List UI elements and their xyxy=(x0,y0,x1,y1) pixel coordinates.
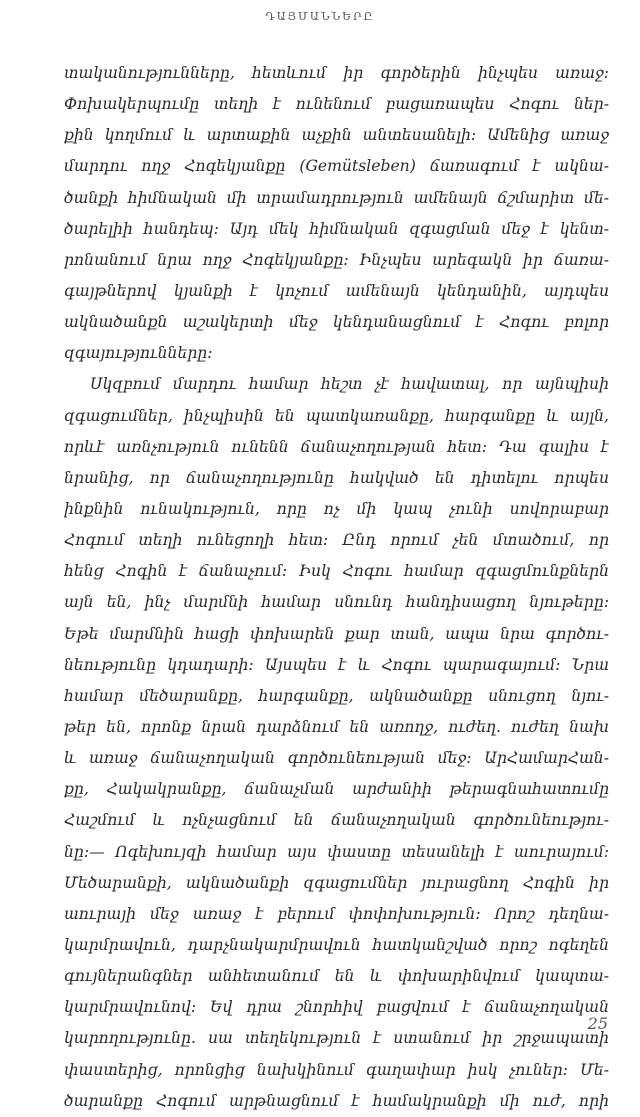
page-number: 25 xyxy=(587,1014,608,1033)
text-line: ինքնին ունակություն, որը ոչ մի կապ չունի սովորաբար xyxy=(64,499,609,518)
text-line: նը:— Ոգեխույզի համար այս փաստը տեսանելի է աուրայում: xyxy=(64,842,609,861)
text-line: ծարանքը Հոգում արթնացնում է համակրանքի մի ուժ, որի xyxy=(64,1091,609,1110)
text-line: քը, Հակակրանքը, ճանաչման արժանիի թերագնահատումը xyxy=(64,780,609,799)
text-line: համար մեծարանքը, հարգանքը, ակնածանքը սնուցող նյու- xyxy=(64,686,609,705)
text-line: հենց Հոգին է ճանաչում: Իսկ Հոգու համար զգացմունքներն xyxy=(64,562,609,581)
text-line: կարողությունը. սա տեղեկություն է ստանում իր շրջապատի xyxy=(64,1029,609,1048)
text-line: տականությունները, հետևում իր գործերին ինչպես առաջ: xyxy=(64,64,609,82)
text-line: մարդու ողջ Հոգեկյանքը (Gemütsleben) ճառագում է ակնա- xyxy=(64,157,609,176)
text-line: աուրայի մեջ առաջ է բերում փոփոխություն: Որոշ դեղնա- xyxy=(64,904,609,923)
text-line: փաստերից, որոնցից նախկինում գաղափար իսկ չուներ: Մե- xyxy=(64,1060,609,1079)
text-line: նեությունը կդադարի: Այսպես է և Հոգու պարագայում: Նրա xyxy=(64,655,609,674)
text-line: կարմրավուն, դարչնակարմրավուն հատկանշված որոշ ոգեղեն xyxy=(64,935,609,954)
text-line: գույներանգներ անհետանում են և փոխարինվում կապտա- xyxy=(64,967,609,986)
text-line: քին կողմում և արտաքին աչքին անտեսանելի: Ամենից առաջ xyxy=(64,126,609,145)
text-line: և առաջ ճանաչողական գործունեության մեջ: ԱրՀամարՀան- xyxy=(64,749,609,768)
text-line: Փոխակերպումը տեղի է ունենում բացառապես Հոգու ներ- xyxy=(64,95,609,114)
text-line: զգայությունները: xyxy=(64,344,213,363)
text-line: զգացումներ, ինչպիսին են պատկառանքը, հարգանքը և այլն, xyxy=(64,406,609,425)
text-line: Մեծարանքի, ակնածանքի զգացումներ յուրացնող Հոգին իր xyxy=(64,873,609,892)
text-line: րոնանում նրա ողջ Հոգեկյանքը: Ինչպես արեգակն իր ճառա- xyxy=(64,250,609,269)
text-line: Հոգում տեղի ունեցողի հետ: Ընդ որում չեն մտածում, որ xyxy=(64,531,609,550)
running-head-title: ԴԱՅՄԱՆՆԵՐԸ xyxy=(265,10,375,23)
text-line: ակնածանքն աշակերտի մեջ կենդանացնում է Հոգու բոլոր xyxy=(64,313,609,332)
body-text xyxy=(64,58,609,1117)
text-line: Եթե մարմնին հացի փոխարեն քար տան, ապա նրա գործու- xyxy=(64,624,609,643)
text-line: որևէ առնչություն ունենն ճանաչողության հետ: Դա գալիս է xyxy=(64,437,609,456)
text-line: ծարելիի հանդեպ: Այդ մեկ հիմնական զգացման մեջ է կենտ- xyxy=(64,219,609,238)
text-line: գայթներով կյանքի է կոչում ամենայն կենդանին, այդպես xyxy=(64,281,609,300)
text-line: թեր են, որոնք նրան դարձնում են առողջ, ուժեղ. ուժեղ նախ xyxy=(64,717,609,736)
text-line: ծանքի հիմնական մի տրամադրություն ամենայն ճշմարիտ մե- xyxy=(64,188,609,207)
text-line: այն են, ինչ մարմնի համար սնունդ հանդիսացող նյութերը: xyxy=(64,593,609,612)
text-line: Հաշմում և ոչնչացնում են ճանաչողական գործունեությու- xyxy=(64,811,609,830)
paragraph-first-line: Սկզբում մարդու համար հեշտ չէ հավատալ, որ այնպիսի xyxy=(90,375,609,394)
text-line: կարմրավունով: Եվ դրա շնորհիվ բացվում է ճանաչողական xyxy=(64,998,609,1017)
text-line: նրանից, որ ճանաչողությունը հակված են դիտելու որպես xyxy=(64,468,609,487)
